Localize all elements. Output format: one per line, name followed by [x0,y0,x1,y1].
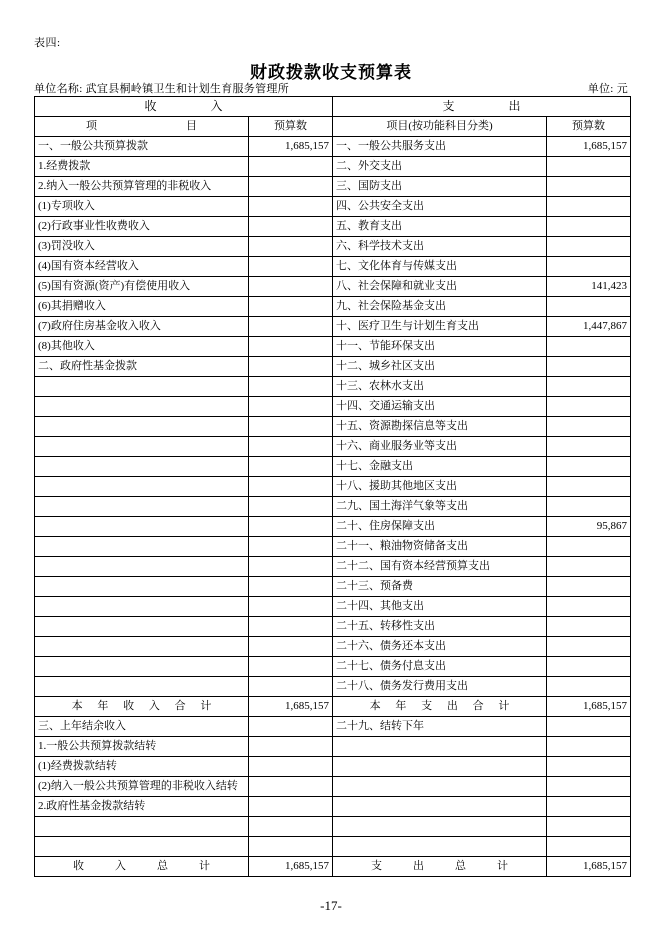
income-item-label [35,537,249,557]
expense-item-label: 二十二、国有资本经营预算支出 [333,557,547,577]
subtotal-row [35,697,631,717]
carryover-expense-amount [547,797,631,817]
header-income-group: 收 入 [35,97,333,117]
table-header-group-row [35,97,631,117]
expense-item-amount [547,637,631,657]
table-label: 表四: [34,37,61,49]
table-row [35,417,631,437]
income-item-amount [249,437,333,457]
table-row [35,217,631,237]
income-item-label [35,377,249,397]
income-item-amount [249,497,333,517]
carryover-income-amount [249,777,333,797]
income-item-amount [249,657,333,677]
table-row [35,477,631,497]
income-item-label [35,557,249,577]
expense-item-label: 二十一、粮油物资储备支出 [333,537,547,557]
carryover-expense-label [333,737,547,757]
income-item-label [35,517,249,537]
income-item-amount: 1,685,157 [249,137,333,157]
income-item-amount [249,417,333,437]
table-row [35,777,631,797]
table-row [35,457,631,477]
table-row [35,177,631,197]
income-item-label [35,397,249,417]
income-item-amount [249,517,333,537]
table-header-sub-row [35,117,631,137]
income-item-amount [249,537,333,557]
table-row [35,837,631,857]
income-item-amount [249,477,333,497]
income-item-label: (5)国有资源(资产)有偿使用收入 [35,277,249,297]
income-item-label [35,457,249,477]
carryover-expense-amount [547,777,631,797]
expense-item-label: 四、公共安全支出 [333,197,547,217]
expense-item-label: 二十六、债务还本支出 [333,637,547,657]
expense-item-label: 十五、资源勘探信息等支出 [333,417,547,437]
expense-item-amount [547,297,631,317]
expense-item-label: 二十三、预备费 [333,577,547,597]
unit-measure: 单位: 元 [587,83,628,95]
expense-item-amount [547,217,631,237]
expense-item-label: 十一、节能环保支出 [333,337,547,357]
unit-name: 单位名称: 武宜县桐岭镇卫生和计划生育服务管理所 [34,83,290,95]
table-row [35,797,631,817]
header-expense-amount: 预算数 [547,117,631,137]
income-item-amount [249,257,333,277]
expense-item-amount [547,457,631,477]
carryover-income-label: 1.一般公共预算拨款结转 [35,737,249,757]
expense-item-amount [547,617,631,637]
carryover-income-label: 三、上年结余收入 [35,717,249,737]
income-item-label: (1)专项收入 [35,197,249,217]
table-body [35,97,631,877]
expense-item-amount [547,337,631,357]
income-item-amount [249,197,333,217]
table-row [35,657,631,677]
income-item-amount [249,157,333,177]
income-item-amount [249,337,333,357]
expense-item-label: 十二、城乡社区支出 [333,357,547,377]
expense-item-label: 二九、国土海洋气象等支出 [333,497,547,517]
income-item-label: 1.经费拨款 [35,157,249,177]
table-row [35,817,631,837]
expense-item-label: 二十七、债务付息支出 [333,657,547,677]
expense-item-amount [547,597,631,617]
income-item-label [35,477,249,497]
expense-item-label: 九、社会保险基金支出 [333,297,547,317]
income-item-label: (2)行政事业性收费收入 [35,217,249,237]
table-row [35,637,631,657]
table-row [35,497,631,517]
expense-item-amount: 95,867 [547,517,631,537]
carryover-income-amount [249,717,333,737]
income-item-amount [249,317,333,337]
income-item-label [35,597,249,617]
income-item-label [35,617,249,637]
table-row [35,277,631,297]
expense-item-amount [547,197,631,217]
income-item-amount [249,357,333,377]
carryover-income-amount [249,797,333,817]
expense-item-amount [547,437,631,457]
carryover-expense-label [333,837,547,857]
carryover-expense-amount [547,817,631,837]
expense-item-amount [547,677,631,697]
table-row [35,537,631,557]
income-item-label: (4)国有资本经营收入 [35,257,249,277]
expense-item-amount [547,557,631,577]
expense-item-label: 一、一般公共服务支出 [333,137,547,157]
expense-item-label: 六、科学技术支出 [333,237,547,257]
table-row [35,357,631,377]
income-item-amount [249,277,333,297]
header-income-amount: 预算数 [249,117,333,137]
expense-item-label: 二十八、债务发行费用支出 [333,677,547,697]
carryover-expense-amount [547,717,631,737]
expense-item-label: 二、外交支出 [333,157,547,177]
expense-item-label: 二十、住房保障支出 [333,517,547,537]
table-row [35,577,631,597]
expense-item-amount [547,537,631,557]
header-expense-group: 支 出 [333,97,631,117]
carryover-expense-label [333,777,547,797]
expense-item-amount: 1,685,157 [547,137,631,157]
grand-total-income-label: 收 入 总 计 [35,857,249,877]
income-item-label: (6)其捐赠收入 [35,297,249,317]
income-item-label [35,437,249,457]
grand-total-expense-amount: 1,685,157 [547,857,631,877]
expense-item-amount [547,377,631,397]
carryover-income-label: 2.政府性基金拨款结转 [35,797,249,817]
income-item-label [35,577,249,597]
expense-item-amount: 141,423 [547,277,631,297]
page-title: 财政拨款收支预算表 [250,63,412,82]
carryover-expense-amount [547,757,631,777]
expense-item-label: 八、社会保障和就业支出 [333,277,547,297]
expense-item-amount [547,177,631,197]
table-row [35,717,631,737]
subtotal-income-label: 本 年 收 入 合 计 [35,697,249,717]
expense-item-amount [547,477,631,497]
income-item-amount [249,557,333,577]
expense-item-amount [547,397,631,417]
page-number: -17- [320,898,342,913]
table-row [35,517,631,537]
carryover-income-label: (1)经费拨款结转 [35,757,249,777]
table-row [35,337,631,357]
income-item-label [35,657,249,677]
income-item-amount [249,597,333,617]
carryover-income-label [35,817,249,837]
table-row [35,297,631,317]
income-item-amount [249,297,333,317]
table-row [35,237,631,257]
table-row [35,617,631,637]
income-item-amount [249,397,333,417]
carryover-income-label: (2)纳入一般公共预算管理的非税收入结转 [35,777,249,797]
income-item-label: 一、一般公共预算拨款 [35,137,249,157]
expense-item-label: 二十四、其他支出 [333,597,547,617]
table-row [35,257,631,277]
subtotal-expense-label: 本 年 支 出 合 计 [333,697,547,717]
table-row [35,197,631,217]
expense-item-label: 十三、农林水支出 [333,377,547,397]
carryover-expense-label [333,817,547,837]
income-item-label [35,497,249,517]
budget-table [34,96,631,877]
expense-item-label: 二十五、转移性支出 [333,617,547,637]
expense-item-amount [547,497,631,517]
table-row [35,137,631,157]
expense-item-amount [547,257,631,277]
income-item-amount [249,237,333,257]
meta-row [34,80,628,96]
grand-total-expense-label: 支 出 总 计 [333,857,547,877]
income-item-amount [249,217,333,237]
carryover-income-amount [249,757,333,777]
expense-item-amount [547,357,631,377]
expense-item-amount [547,657,631,677]
income-item-label: 2.纳入一般公共预算管理的非税收入 [35,177,249,197]
expense-item-amount [547,237,631,257]
header-expense-item: 项目(按功能科目分类) [333,117,547,137]
table-row [35,377,631,397]
income-item-amount [249,177,333,197]
income-item-label: (3)罚没收入 [35,237,249,257]
carryover-income-amount [249,817,333,837]
expense-item-label: 十四、交通运输支出 [333,397,547,417]
subtotal-income-amount: 1,685,157 [249,697,333,717]
table-row [35,557,631,577]
income-item-amount [249,637,333,657]
table-row [35,677,631,697]
carryover-income-amount [249,837,333,857]
table-row [35,157,631,177]
expense-item-label: 三、国防支出 [333,177,547,197]
expense-item-amount: 1,447,867 [547,317,631,337]
income-item-label: (7)政府住房基金收入收入 [35,317,249,337]
expense-item-label: 五、教育支出 [333,217,547,237]
expense-item-label: 十六、商业服务业等支出 [333,437,547,457]
income-item-label [35,417,249,437]
table-row [35,757,631,777]
income-item-amount [249,677,333,697]
income-item-amount [249,377,333,397]
expense-item-label: 十八、援助其他地区支出 [333,477,547,497]
income-item-label: 二、政府性基金拨款 [35,357,249,377]
grand-total-row [35,857,631,877]
expense-item-label: 十七、金融支出 [333,457,547,477]
income-item-amount [249,457,333,477]
expense-item-label: 七、文化体育与传媒支出 [333,257,547,277]
income-item-label: (8)其他收入 [35,337,249,357]
carryover-expense-amount [547,737,631,757]
expense-item-amount [547,157,631,177]
table-row [35,597,631,617]
grand-total-income-amount: 1,685,157 [249,857,333,877]
income-item-amount [249,617,333,637]
income-item-label [35,637,249,657]
carryover-expense-label [333,797,547,817]
table-row [35,737,631,757]
carryover-expense-amount [547,837,631,857]
income-item-amount [249,577,333,597]
expense-item-amount [547,417,631,437]
table-row [35,317,631,337]
table-row [35,397,631,417]
carryover-income-label [35,837,249,857]
carryover-income-amount [249,737,333,757]
income-item-label [35,677,249,697]
expense-item-label: 十、医疗卫生与计划生育支出 [333,317,547,337]
expense-item-amount [547,577,631,597]
carryover-expense-label: 二十九、结转下年 [333,717,547,737]
header-income-item: 项 目 [35,117,249,137]
carryover-expense-label [333,757,547,777]
table-row [35,437,631,457]
subtotal-expense-amount: 1,685,157 [547,697,631,717]
